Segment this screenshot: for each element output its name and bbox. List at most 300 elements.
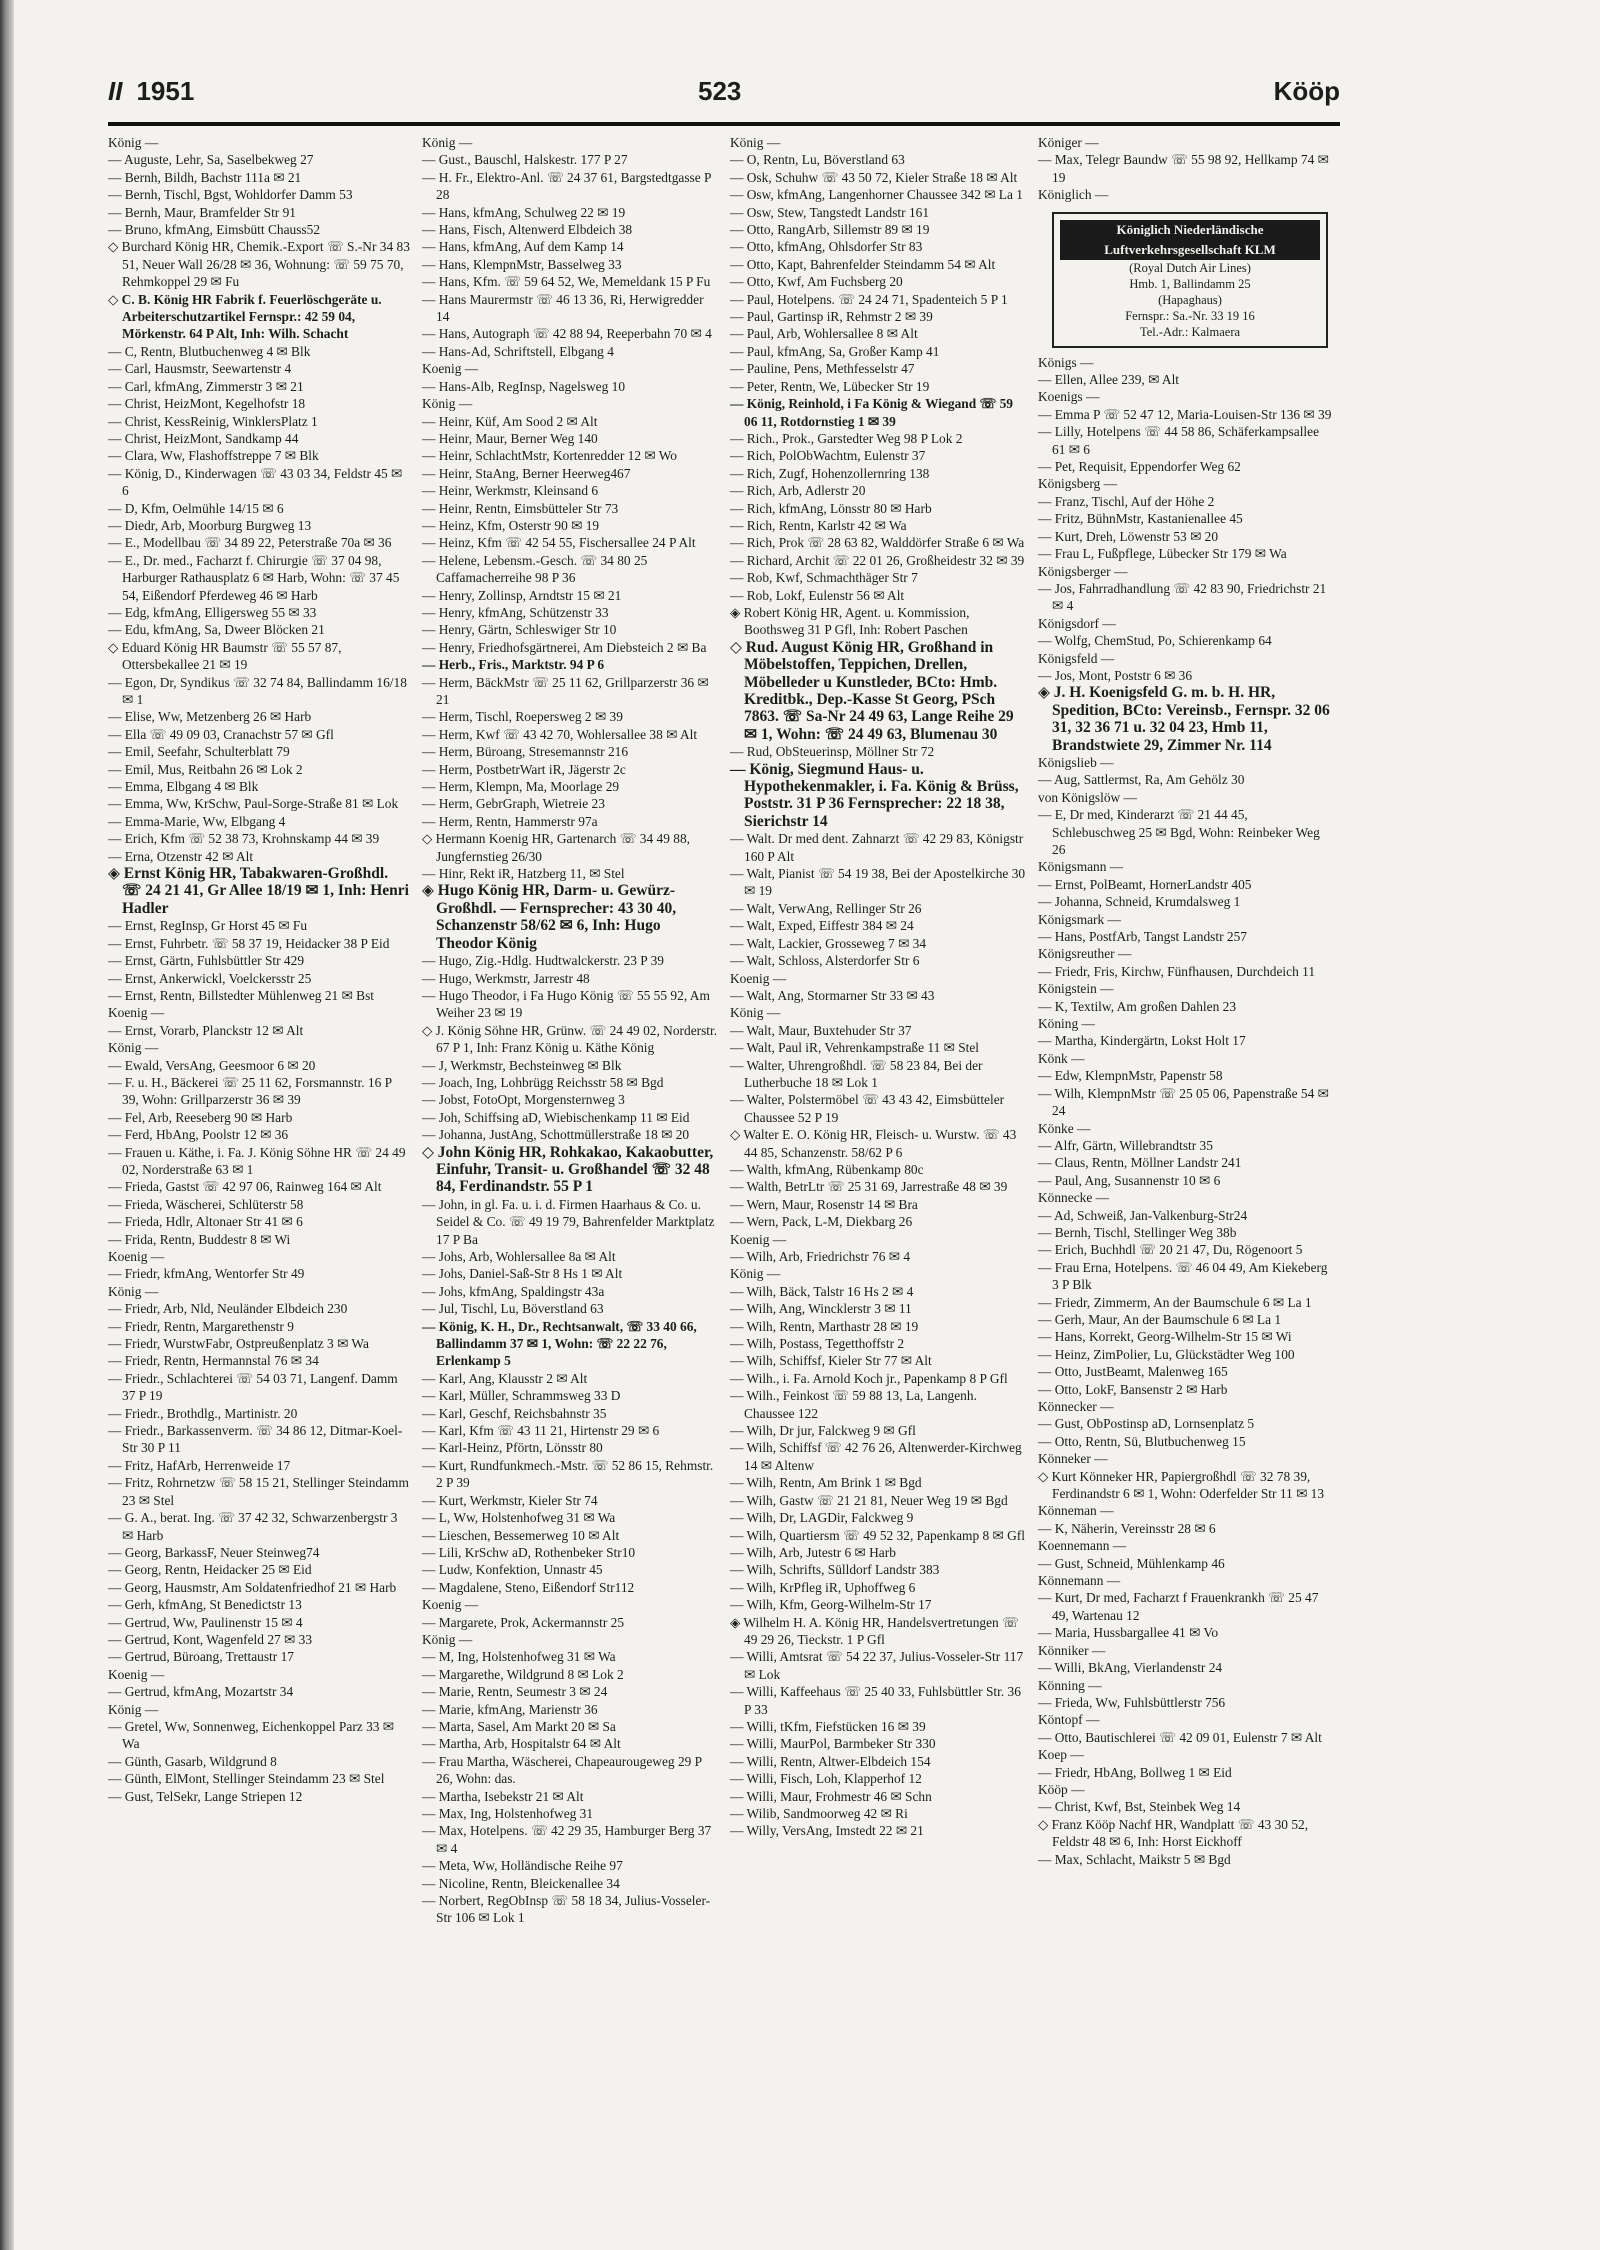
directory-entry: — O, Rentn, Lu, Böverstland 63 xyxy=(730,152,905,168)
directory-entry: — Walth, kfmAng, Rübenkamp 80c xyxy=(730,1161,924,1177)
directory-entry: — Friedr, kfmAng, Wentorfer Str 49 xyxy=(108,1266,305,1282)
directory-entry: — Friedr, WurstwFabr, Ostpreußenplatz 3 ✉ Wa xyxy=(108,1336,369,1352)
directory-entry: — Friedr, Arb, Nld, Neuländer Elbdeich 230 xyxy=(108,1301,348,1317)
directory-entry: — Willi, Fisch, Loh, Klapperhof 12 xyxy=(730,1771,922,1787)
surname-heading: Königstein — xyxy=(1038,981,1114,997)
directory-entry: — Osk, Schuhw ☏ 43 50 72, Kieler Straße 18 ✉ Alt xyxy=(730,169,1018,185)
directory-entry: — Ernst, Rentn, Billstedter Mühlenweg 21 ✉ Bst xyxy=(108,987,374,1003)
directory-entry: — Wilh, Ang, Wincklerstr 3 ✉ 11 xyxy=(730,1301,912,1317)
directory-entry: — F. u. H., Bäckerei ☏ 25 11 62, Forsmannstr. 16 P 39, Wohn: Grillparzerstr 36 ✉ 39 xyxy=(108,1074,392,1108)
directory-entry: — Hans Maurermstr ☏ 46 13 36, Ri, Herwigredder 14 xyxy=(422,291,704,325)
directory-entry: — K, Näherin, Vereinsstr 28 ✉ 6 xyxy=(1038,1520,1216,1536)
directory-entry: ◈ Wilhelm H. A. König HR, Handelsvertretungen ☏ 49 29 26, Tieckstr. 1 P Gfl xyxy=(730,1614,1019,1647)
directory-entry: — Max, Schlacht, Maikstr 5 ✉ Bgd xyxy=(1038,1851,1231,1867)
surname-heading: König — xyxy=(422,396,473,412)
directory-entry: — Martha, Kindergärtn, Lokst Holt 17 xyxy=(1038,1033,1246,1049)
surname-heading: König — xyxy=(422,135,473,150)
surname-heading: Könnemann — xyxy=(1038,1573,1121,1589)
surname-heading: König — xyxy=(108,1040,159,1056)
directory-entry: — Max, Telegr Baundw ☏ 55 98 92, Hellkamp 74 ✉ 19 xyxy=(1038,152,1329,185)
directory-entry: — Henry, Zollinsp, Arndtstr 15 ✉ 21 xyxy=(422,587,622,603)
header-year: 1951 xyxy=(136,76,195,106)
directory-entry: — Günth, Gasarb, Wildgrund 8 xyxy=(108,1753,277,1769)
surname-heading: Königer — xyxy=(1038,135,1099,150)
directory-entry: — Wilh, Rentn, Marthastr 28 ✉ 19 xyxy=(730,1318,919,1334)
directory-entry: — Friedr., Barkassenverm. ☏ 34 86 12, Ditmar-Koel-Str 30 P 11 xyxy=(108,1423,403,1456)
directory-entry: — Kurt, Dr med, Facharzt f Frauenkrankh ☏ 25 47 49, Wartenau 12 xyxy=(1038,1590,1319,1623)
directory-entry: — Herm, Klempn, Ma, Moorlage 29 xyxy=(422,779,620,795)
directory-entry: — Friedr., Schlachterei ☏ 54 03 71, Langenf. Damm 37 P 19 xyxy=(108,1370,398,1404)
directory-entry: — Carl, kfmAng, Zimmerstr 3 ✉ 21 xyxy=(108,378,304,394)
directory-entry: — Rich, Arb, Adlerstr 20 xyxy=(730,483,866,499)
directory-entry: ◇ Eduard König HR Baumstr ☏ 55 57 87, Ottersbekallee 21 ✉ 19 xyxy=(108,639,342,673)
directory-entry: — Frieda, Ww, Fuhlsbüttlerstr 756 xyxy=(1038,1694,1226,1710)
directory-entry: — Helene, Lebensm.-Gesch. ☏ 34 80 25 Caffamacherreihe 98 P 36 xyxy=(422,552,648,586)
directory-entry: — Claus, Rentn, Möllner Landstr 241 xyxy=(1038,1155,1242,1171)
directory-entry: — Gerh, Maur, An der Baumschule 6 ✉ La 1 xyxy=(1038,1311,1282,1327)
directory-entry: — Erich, Kfm ☏ 52 38 73, Krohnskamp 44 ✉ 39 xyxy=(108,831,380,847)
directory-entry: — Hans, kfmAng, Auf dem Kamp 14 xyxy=(422,239,624,255)
directory-entry: — Heinr, Maur, Berner Weg 140 xyxy=(422,430,598,446)
directory-entry: — Christ, Kwf, Bst, Steinbek Weg 14 xyxy=(1038,1799,1241,1815)
directory-entry: — Gertrud, Ww, Paulinenstr 15 ✉ 4 xyxy=(108,1614,303,1630)
surname-heading: Königsberg — xyxy=(1038,476,1117,492)
ad-line7: Tel.-Adr.: Kalmaera xyxy=(1139,324,1241,339)
directory-entry: — Ernst, Gärtn, Fuhlsbüttler Str 429 xyxy=(108,953,305,969)
surname-heading: Königsdorf — xyxy=(1038,615,1116,631)
surname-heading: König — xyxy=(108,1701,159,1717)
directory-entry: — Marie, Rentn, Seumestr 3 ✉ 24 xyxy=(422,1684,608,1700)
directory-entry: — Pet, Requisit, Eppendorfer Weg 62 xyxy=(1038,459,1241,475)
surname-heading: Königsberger — xyxy=(1038,563,1128,579)
directory-entry: — Kurt, Werkmstr, Kieler Str 74 xyxy=(422,1492,598,1508)
directory-entry: — Hans, KlempnMstr, Basselweg 33 xyxy=(422,256,622,272)
directory-entry: — Herm, GebrGraph, Wietreie 23 xyxy=(422,796,605,812)
directory-entry: — Joh, Schiffsing aD, Wiebischenkamp 11 ✉ Eid xyxy=(422,1109,690,1125)
directory-entry: — Heinz, ZimPolier, Lu, Glückstädter Weg 100 xyxy=(1038,1346,1295,1362)
directory-entry: — Osw, Stew, Tangstedt Landstr 161 xyxy=(730,204,930,220)
directory-entry: — Kurt, Dreh, Löwenstr 53 ✉ 20 xyxy=(1038,528,1219,544)
directory-entry: — Fritz, HafArb, Herrenweide 17 xyxy=(108,1457,291,1473)
directory-entry: — Gust, TelSekr, Lange Striepen 12 xyxy=(108,1788,303,1804)
page-header xyxy=(108,70,1340,116)
directory-entry: — Fritz, BühnMstr, Kastanienallee 45 xyxy=(1038,511,1243,527)
directory-entry: — Friedr., Brothdlg., Martinistr. 20 xyxy=(108,1405,298,1421)
directory-entry: — Lilly, Hotelpens ☏ 44 58 86, Schäferkampsallee 61 ✉ 6 xyxy=(1038,424,1320,457)
directory-entry: — Rich, PolObWachtm, Eulenstr 37 xyxy=(730,448,926,464)
surname-heading: Könneker — xyxy=(1038,1451,1108,1467)
surname-heading: Könnecker — xyxy=(1038,1399,1114,1414)
directory-entry: — Rich, kfmAng, Lönsstr 80 ✉ Harb xyxy=(730,500,932,516)
klm-advertisement xyxy=(1052,212,1328,348)
directory-entry: — Hugo, Werkmstr, Jarrestr 48 xyxy=(422,970,590,986)
surname-heading: König — xyxy=(730,135,781,150)
surname-heading: Königslieb — xyxy=(1038,754,1114,770)
directory-entry: — Heinz, Kfm, Osterstr 90 ✉ 19 xyxy=(422,517,600,533)
directory-entry: — Wolfg, ChemStud, Po, Schierenkamp 64 xyxy=(1038,633,1272,649)
directory-entry: — Gertrud, Büroang, Trettaustr 17 xyxy=(108,1649,294,1665)
column-1 xyxy=(108,134,416,2194)
directory-entry: — Herb., Fris., Marktstr. 94 P 6 xyxy=(422,657,605,673)
directory-entry: — Wilh, Dr jur, Falckweg 9 ✉ Gfl xyxy=(730,1423,916,1439)
directory-entry: — König, Siegmund Haus- u. Hypothekenmakler, i. Fa. König & Brüss, Poststr. 31 P 36 Fernsprecher: 22 18 38, Sierichstr 14 xyxy=(730,760,1019,830)
directory-entry: — König, K. H., Dr., Rechtsanwalt, ☏ 33 40 66, Ballindamm 37 ✉ 1, Wohn: ☏ 22 22 76, Erlenkamp 5 xyxy=(422,1318,697,1369)
directory-entry: — Fritz, Rohrnetzw ☏ 58 15 21, Stellinger Steindamm 23 ✉ Stel xyxy=(108,1475,409,1508)
directory-entry: — K, Textilw, Am großen Dahlen 23 xyxy=(1038,998,1237,1014)
book-binding-edge xyxy=(0,0,14,2250)
surname-heading: Königlich — xyxy=(1038,187,1109,203)
directory-entry: ◇ Franz Kööp Nachf HR, Wandplatt ☏ 43 30 52, Feldstr 48 ✉ 6, Inh: Horst Eickhoff xyxy=(1038,1816,1309,1850)
directory-entry: — Ernst, Vorarb, Planckstr 12 ✉ Alt xyxy=(108,1022,304,1038)
directory-entry: ◈ Ernst König HR, Tabakwaren-Großhdl. ☏ 24 21 41, Gr Allee 18/19 ✉ 1, Inh: Henri Hadler xyxy=(108,865,409,917)
ad-line1: Königlich Niederländische xyxy=(1060,220,1320,240)
directory-entry: — Christ, KessReinig, WinklersPlatz 1 xyxy=(108,413,318,429)
directory-entry: — Auguste, Lehr, Sa, Saselbekweg 27 xyxy=(108,152,314,168)
directory-entry: — Jobst, FotoOpt, Morgensternweg 3 xyxy=(422,1092,625,1108)
directory-entry: — Bernh, Tischl, Stellinger Weg 38b xyxy=(1038,1224,1237,1240)
directory-entry: — Wilh, Arb, Friedrichstr 76 ✉ 4 xyxy=(730,1249,911,1264)
directory-entry: — Ernst, Ankerwickl, Voelckersstr 25 xyxy=(108,970,312,986)
surname-heading: Könnecke — xyxy=(1038,1190,1110,1206)
directory-entry: — Ludw, Konfektion, Unnastr 45 xyxy=(422,1562,603,1578)
directory-entry: — Karl-Heinz, Pförtn, Lönsstr 80 xyxy=(422,1440,603,1456)
directory-entry: — H. Fr., Elektro-Anl. ☏ 24 37 61, Bargstedtgasse P 28 xyxy=(422,169,712,203)
surname-heading: Koenig — xyxy=(108,1666,165,1682)
surname-heading: Koep — xyxy=(1038,1747,1084,1763)
directory-entry: — Martha, Isebekstr 21 ✉ Alt xyxy=(422,1788,584,1804)
directory-entry: — Bernh, Tischl, Bgst, Wohldorfer Damm 53 xyxy=(108,187,353,203)
directory-entry: — Henry, Gärtn, Schleswiger Str 10 xyxy=(422,622,617,638)
directory-entry: — Egon, Dr, Syndikus ☏ 32 74 84, Ballindamm 16/18 ✉ 1 xyxy=(108,674,407,707)
surname-heading: Königs — xyxy=(1038,354,1094,370)
surname-heading: König — xyxy=(730,1266,781,1282)
directory-entry: ◇ Walter E. O. König HR, Fleisch- u. Wurstw. ☏ 43 44 85, Schanzenstr. 58/62 P 6 xyxy=(730,1127,1017,1160)
surname-heading: König — xyxy=(730,1005,781,1021)
directory-entry: — König, D., Kinderwagen ☏ 43 03 34, Feldstr 45 ✉ 6 xyxy=(108,465,403,499)
directory-entry: — Johs, Daniel-Saß-Str 8 Hs 1 ✉ Alt xyxy=(422,1266,623,1282)
directory-entry: — Heinr, Küf, Am Sood 2 ✉ Alt xyxy=(422,413,598,429)
directory-entry: — Carl, Hausmstr, Seewartenstr 4 xyxy=(108,361,292,377)
directory-entry: — Hans, Autograph ☏ 42 88 94, Reeperbahn 70 ✉ 4 xyxy=(422,326,712,342)
directory-entry: — Jul, Tischl, Lu, Böverstland 63 xyxy=(422,1301,604,1317)
columns-container xyxy=(108,134,1340,2194)
directory-entry: — Clara, Ww, Flashoffstreppe 7 ✉ Blk xyxy=(108,448,319,464)
ad-line4: Hmb. 1, Ballindamm 25 xyxy=(1129,276,1251,291)
directory-entry: — Walt, Maur, Buxtehuder Str 37 xyxy=(730,1022,912,1038)
directory-entry: — Friedr, Fris, Kirchw, Fünfhausen, Durchdeich 11 xyxy=(1038,963,1316,979)
directory-entry: — Emil, Mus, Reitbahn 26 ✉ Lok 2 xyxy=(108,761,303,777)
surname-heading: Koenig — xyxy=(108,1005,165,1021)
directory-entry: — Gust, ObPostinsp aD, Lornsenplatz 5 xyxy=(1038,1416,1255,1432)
directory-entry: — Aug, Sattlermst, Ra, Am Gehölz 30 xyxy=(1038,772,1245,788)
directory-entry: — Herm, Kwf ☏ 43 42 70, Wohlersallee 38 ✉ Alt xyxy=(422,726,698,742)
directory-entry: — Rich, Zugf, Hohenzollernring 138 xyxy=(730,465,930,481)
directory-entry: — König, Reinhold, i Fa König & Wiegand ☏ 59 06 11, Rotdornstieg 1 ✉ 39 xyxy=(730,396,1013,429)
directory-entry: — Elise, Ww, Metzenberg 26 ✉ Harb xyxy=(108,709,312,725)
directory-entry: — Wilh., Feinkost ☏ 59 88 13, La, Langenh. Chaussee 122 xyxy=(730,1388,977,1421)
surname-heading: Königsfeld — xyxy=(1038,650,1115,666)
directory-entry: — Willi, MaurPol, Barmbeker Str 330 xyxy=(730,1736,936,1752)
directory-entry: ◈ Robert König HR, Agent. u. Kommission, Boothsweg 31 P Gfl, Inh: Robert Paschen xyxy=(730,604,970,638)
directory-entry: — Walt, Schloss, Alsterdorfer Str 6 xyxy=(730,953,920,969)
directory-entry: — Henry, kfmAng, Schützenstr 33 xyxy=(422,604,609,620)
directory-entry: — Friedr, Zimmerm, An der Baumschule 6 ✉ La 1 xyxy=(1038,1294,1312,1310)
directory-entry: — Wilh, Bäck, Talstr 16 Hs 2 ✉ 4 xyxy=(730,1283,914,1299)
directory-entry: — Heinr, StaAng, Berner Heerweg467 xyxy=(422,465,631,481)
directory-entry: ◇ Kurt Könneker HR, Papiergroßhdl ☏ 32 78 39, Ferdinandstr 6 ✉ 1, Wohn: Oderfelder Str 11 ✉ 13 xyxy=(1038,1468,1325,1502)
directory-entry: — Wilh, Kfm, Georg-Wilhelm-Str 17 xyxy=(730,1597,932,1613)
directory-entry: — Johs, kfmAng, Spaldingstr 43a xyxy=(422,1283,605,1299)
directory-entry: — Wilh, Rentn, Am Brink 1 ✉ Bgd xyxy=(730,1475,922,1491)
directory-entry: ◇ Rud. August König HR, Großhand in Möbelstoffen, Teppichen, Drellen, Möbelleder u Kunstleder, BCto: Hmb. Kreditbk., Dep.-Kasse St Georg, PSch 7863. ☏ Sa-Nr 24 49 63, Lange Reihe 29 ✉ 1, Wohn: ☏ 24 49 63, Blumenau 30 xyxy=(730,638,1014,743)
ad-line3: (Royal Dutch Air Lines) xyxy=(1129,260,1251,275)
directory-entry: — Frieda, Wäscherei, Schlüterstr 58 xyxy=(108,1196,304,1212)
directory-entry: — Emma P ☏ 52 47 12, Maria-Louisen-Str 136 ✉ 39 xyxy=(1038,406,1332,422)
directory-entry: — Willy, VersAng, Imstedt 22 ✉ 21 xyxy=(730,1823,924,1839)
directory-entry: — Walt, Lackier, Grosseweg 7 ✉ 34 xyxy=(730,935,927,951)
directory-entry: — Ellen, Allee 239, ✉ Alt xyxy=(1038,372,1180,388)
directory-entry: — Wilh., i. Fa. Arnold Koch jr., Papenkamp 8 P Gfl xyxy=(730,1370,1008,1386)
surname-heading: Königsmark — xyxy=(1038,911,1121,927)
directory-entry: — Margarete, Prok, Ackermannstr 25 xyxy=(422,1614,625,1630)
directory-entry: — Frau Erna, Hotelpens. ☏ 46 04 49, Am Kiekeberg 3 P Blk xyxy=(1038,1259,1328,1293)
directory-entry: — Heinr, Rentn, Eimsbütteler Str 73 xyxy=(422,500,619,516)
directory-entry: — Hugo, Zig.-Hdlg. Hudtwalckerstr. 23 P 39 xyxy=(422,953,664,969)
directory-entry: — Frieda, Gastst ☏ 42 97 06, Rainweg 164 ✉ Alt xyxy=(108,1179,382,1195)
directory-entry: — Wilh, Dr, LAGDir, Falckweg 9 xyxy=(730,1510,914,1526)
surname-heading: Koenig — xyxy=(422,1597,479,1613)
directory-entry: — Rob, Lokf, Eulenstr 56 ✉ Alt xyxy=(730,587,905,603)
directory-entry: — Erich, Buchhdl ☏ 20 21 47, Du, Rögenoort 5 xyxy=(1038,1242,1303,1258)
directory-entry: — Günth, ElMont, Stellinger Steindamm 23 ✉ Stel xyxy=(108,1771,385,1787)
directory-entry: — Ewald, VersAng, Geesmoor 6 ✉ 20 xyxy=(108,1057,316,1073)
directory-entry: — M, Ing, Holstenhofweg 31 ✉ Wa xyxy=(422,1649,616,1665)
directory-entry: — Emma, Ww, KrSchw, Paul-Sorge-Straße 81 ✉ Lok xyxy=(108,796,399,812)
directory-entry: — Wilh, Gastw ☏ 21 21 81, Neuer Weg 19 ✉ Bgd xyxy=(730,1492,1008,1508)
directory-entry: — Martha, Arb, Hospitalstr 64 ✉ Alt xyxy=(422,1736,621,1752)
directory-entry: ◈ J. H. Koenigsfeld G. m. b. H. HR, Spedition, BCto: Vereinsb., Fernspr. 32 06 31, 32 36 71 u. 32 04 23, Hmb 11, Brandstwiete 29, Zimmer Nr. 114 xyxy=(1038,684,1330,754)
directory-entry: — Edw, KlempnMstr, Papenstr 58 xyxy=(1038,1068,1223,1084)
surname-heading: Koenig — xyxy=(730,1231,787,1247)
directory-entry: — Jos, Mont, Poststr 6 ✉ 36 xyxy=(1038,667,1193,683)
directory-entry: — Karl, Geschf, Reichsbahnstr 35 xyxy=(422,1405,607,1421)
directory-entry: — Ernst, PolBeamt, HornerLandstr 405 xyxy=(1038,876,1252,892)
surname-heading: Koennemann — xyxy=(1038,1538,1127,1554)
directory-entry: — Meta, Ww, Holländische Reihe 97 xyxy=(422,1858,623,1874)
directory-entry: — Hinr, Rekt iR, Hatzberg 11, ✉ Stel xyxy=(422,866,625,882)
directory-entry: — E, Dr med, Kinderarzt ☏ 21 44 45, Schlebuschweg 25 ✉ Bgd, Wohn: Reinbeker Weg 26 xyxy=(1038,807,1320,857)
directory-entry: — Edu, kfmAng, Sa, Dweer Blöcken 21 xyxy=(108,622,325,638)
directory-entry: — Otto, Kwf, Am Fuchsberg 20 xyxy=(730,274,903,290)
directory-entry: — Hans, PostfArb, Tangst Landstr 257 xyxy=(1038,929,1247,945)
directory-entry: — L, Ww, Holstenhofweg 31 ✉ Wa xyxy=(422,1510,616,1526)
directory-entry: — Bernh, Bildh, Bachstr 111a ✉ 21 xyxy=(108,169,302,185)
directory-entry: — Wilh, KlempnMstr ☏ 25 05 06, Papenstraße 54 ✉ 24 xyxy=(1038,1085,1329,1119)
directory-entry: — Walth, BetrLtr ☏ 25 31 69, Jarrestraße 48 ✉ 39 xyxy=(730,1179,1008,1195)
directory-entry: — G. A., berat. Ing. ☏ 37 42 32, Schwarzenbergstr 3 ✉ Harb xyxy=(108,1510,398,1543)
directory-entry: — Emil, Seefahr, Schulterblatt 79 xyxy=(108,744,290,760)
directory-entry: — Wern, Maur, Rosenstr 14 ✉ Bra xyxy=(730,1196,918,1212)
directory-entry: — Walt, Pianist ☏ 54 19 38, Bei der Apostelkirche 30 ✉ 19 xyxy=(730,866,1026,899)
directory-entry: — Wilh, Schrifts, Sülldorf Landstr 383 xyxy=(730,1562,940,1578)
directory-entry: — Diedr, Arb, Moorburg Burgweg 13 xyxy=(108,517,312,533)
directory-entry: — Heinz, Kfm ☏ 42 54 55, Fischersallee 24 P Alt xyxy=(422,535,696,551)
directory-entry: — Gust., Bauschl, Halskestr. 177 P 27 xyxy=(422,152,628,168)
ad-line5: (Hapaghaus) xyxy=(1158,292,1222,307)
surname-heading: Königsreuther — xyxy=(1038,946,1132,962)
directory-entry: — Rich, Rentn, Karlstr 42 ✉ Wa xyxy=(730,517,907,533)
directory-entry: — Richard, Archit ☏ 22 01 26, Großheidestr 32 ✉ 39 xyxy=(730,552,1025,568)
surname-heading: König — xyxy=(108,1283,159,1299)
directory-entry: — Willi, Amtsrat ☏ 54 22 37, Julius-Vosseler-Str 117 ✉ Lok xyxy=(730,1649,1024,1682)
directory-entry: — C, Rentn, Blutbuchenweg 4 ✉ Blk xyxy=(108,343,311,359)
directory-entry: — Jos, Fahrradhandlung ☏ 42 83 90, Friedrichstr 21 ✉ 4 xyxy=(1038,580,1327,614)
directory-entry: — Peter, Rentn, We, Lübecker Str 19 xyxy=(730,378,930,394)
surname-heading: Könning — xyxy=(1038,1677,1102,1693)
directory-entry: — Willi, BkAng, Vierlandenstr 24 xyxy=(1038,1660,1223,1676)
directory-entry: — Max, Ing, Holstenhofweg 31 xyxy=(422,1806,594,1821)
directory-entry: — D, Kfm, Oelmühle 14/15 ✉ 6 xyxy=(108,500,284,516)
surname-heading: Koenig — xyxy=(730,970,787,986)
directory-entry: — Paul, kfmAng, Sa, Großer Kamp 41 xyxy=(730,343,940,359)
directory-entry: — Hugo Theodor, i Fa Hugo König ☏ 55 55 92, Am Weiher 23 ✉ 19 xyxy=(422,987,710,1021)
directory-entry: — Paul, Gartinsp iR, Rehmstr 2 ✉ 39 xyxy=(730,309,933,325)
directory-entry: — Otto, Bautischlerei ☏ 42 09 01, Eulenstr 7 ✉ Alt xyxy=(1038,1729,1322,1745)
directory-entry: — Bernh, Maur, Bramfelder Str 91 xyxy=(108,204,297,220)
directory-entry: — Emma, Elbgang 4 ✉ Blk xyxy=(108,779,259,795)
surname-heading: König — xyxy=(108,135,159,150)
directory-entry: — Nicoline, Rentn, Bleickenallee 34 xyxy=(422,1875,620,1891)
directory-entry: — Friedr, HbAng, Bollweg 1 ✉ Eid xyxy=(1038,1764,1232,1780)
surname-heading: Köntopf — xyxy=(1038,1712,1100,1728)
directory-entry: — Rud, ObSteuerinsp, Möllner Str 72 xyxy=(730,744,935,760)
directory-entry: ◇ J. König Söhne HR, Grünw. ☏ 24 49 02, Norderstr. 67 P 1, Inh: Franz König u. Käthe König xyxy=(422,1022,718,1056)
directory-entry: ◇ John König HR, Rohkakao, Kakaobutter, Einfuhr, Transit- u. Großhandel ☏ 32 48 84, Ferdinandstr. 55 P 1 xyxy=(422,1143,714,1196)
directory-entry: — Otto, LokF, Bansenstr 2 ✉ Harb xyxy=(1038,1381,1228,1397)
directory-entry: — Gertrud, kfmAng, Mozartstr 34 xyxy=(108,1684,294,1700)
directory-entry: — Wilh, KrPfleg iR, Uphoffweg 6 xyxy=(730,1579,916,1595)
directory-entry: — Georg, Hausmstr, Am Soldatenfriedhof 21 ✉ Harb xyxy=(108,1579,397,1595)
directory-entry: — Wern, Pack, L-M, Diekbarg 26 xyxy=(730,1214,913,1230)
directory-entry: — Gerh, kfmAng, St Benedictstr 13 xyxy=(108,1597,302,1613)
directory-entry: — J, Werkmstr, Bechsteinweg ✉ Blk xyxy=(422,1057,622,1073)
directory-entry: — Frau Martha, Wäscherei, Chapeaurougeweg 29 P 26, Wohn: das. xyxy=(422,1753,702,1787)
directory-entry: — Lili, KrSchw aD, Rothenbeker Str10 xyxy=(422,1544,636,1560)
surname-heading: Koenigs — xyxy=(1038,389,1100,405)
directory-entry: ◈ Hugo König HR, Darm- u. Gewürz-Großhdl. — Fernsprecher: 43 30 40, Schanzenstr 58/62 ✉ 6, Inh: Hugo Theodor König xyxy=(422,882,677,952)
directory-entry: — Herm, Tischl, Roepersweg 2 ✉ 39 xyxy=(422,709,623,725)
directory-entry: — Ernst, RegInsp, Gr Horst 45 ✉ Fu xyxy=(108,918,308,934)
directory-entry: ◇ C. B. König HR Fabrik f. Feuerlöschgeräte u. Arbeiterschutzartikel Fernspr.: 42 59 04, Mörkenstr. 64 P Alt, Inh: Wilh. Schacht xyxy=(108,291,382,342)
directory-entry: — Lieschen, Bessemerweg 10 ✉ Alt xyxy=(422,1527,620,1543)
page-number: 523 xyxy=(698,76,742,106)
directory-entry: — Johanna, Schneid, Krumdalsweg 1 xyxy=(1038,894,1241,910)
directory-entry: — Herm, Büroang, Stresemannstr 216 xyxy=(422,744,629,760)
directory-entry: — Wilh, Postass, Tegetthoffstr 2 xyxy=(730,1336,905,1352)
directory-entry: — Paul, Ang, Susannenstr 10 ✉ 6 xyxy=(1038,1172,1221,1188)
directory-entry: — Willi, Maur, Frohmestr 46 ✉ Schn xyxy=(730,1788,932,1804)
directory-entry: — Willi, Kaffeehaus ☏ 25 40 33, Fuhlsbüttler Str. 36 P 33 xyxy=(730,1684,1021,1717)
directory-entry: ◇ Burchard König HR, Chemik.-Export ☏ S.-Nr 34 83 51, Neuer Wall 26/28 ✉ 36, Wohnung: ☏ 59 75 70, Rehmkoppel 29 ✉ Fu xyxy=(108,239,410,290)
directory-entry: — Osw, kfmAng, Langenhorner Chaussee 342 ✉ La 1 xyxy=(730,187,1023,203)
directory-entry: — Friedr, Rentn, Hermannstal 76 ✉ 34 xyxy=(108,1353,319,1369)
directory-entry: — Walt. Dr med dent. Zahnarzt ☏ 42 29 83, Königstr 160 P Alt xyxy=(730,831,1024,864)
directory-entry: — Walt, Paul iR, Vehrenkampstraße 11 ✉ Stel xyxy=(730,1040,980,1056)
directory-entry: — Georg, Rentn, Heidacker 25 ✉ Eid xyxy=(108,1562,312,1578)
directory-entry: — Rob, Kwf, Schmachthäger Str 7 xyxy=(730,570,918,586)
surname-heading: Koenig — xyxy=(422,361,479,377)
directory-entry: — Karl, Müller, Schrammsweg 33 D xyxy=(422,1388,621,1404)
header-volume xyxy=(108,76,194,107)
directory-entry: — Hans, Kfm. ☏ 59 64 52, We, Memeldank 15 P Fu xyxy=(422,274,711,290)
surname-heading: Kööp — xyxy=(1038,1781,1085,1797)
directory-entry: — Erna, Otzenstr 42 ✉ Alt xyxy=(108,848,254,864)
directory-entry: — Otto, JustBeamt, Malenweg 165 xyxy=(1038,1364,1228,1380)
directory-entry: — Wilh, Quartiersm ☏ 49 52 32, Papenkamp 8 ✉ Gfl xyxy=(730,1527,1025,1543)
directory-entry: — Frau L, Fußpflege, Lübecker Str 179 ✉ Wa xyxy=(1038,546,1287,562)
directory-entry: — E., Dr. med., Facharzt f. Chirurgie ☏ 37 04 98, Harburger Rathausplatz 6 ✉ Harb, Wohn: ☏ 37 45 54, Eißendorf Pferdeweg 46 ✉ Harb xyxy=(108,552,400,603)
directory-entry: — Kurt, Rundfunkmech.-Mstr. ☏ 52 86 15, Rehmstr. 2 P 39 xyxy=(422,1457,714,1491)
directory-entry: — Wilh, Arb, Jutestr 6 ✉ Harb xyxy=(730,1544,896,1560)
directory-entry: — Paul, Arb, Wohlersallee 8 ✉ Alt xyxy=(730,326,918,342)
directory-entry: — E., Modellbau ☏ 34 89 22, Peterstraße 70a ✉ 36 xyxy=(108,535,392,551)
directory-entry: — Gertrud, Kont, Wagenfeld 27 ✉ 33 xyxy=(108,1631,313,1647)
directory-entry: — Christ, HeizMont, Sandkamp 44 xyxy=(108,430,299,446)
directory-entry: — Wilib, Sandmoorweg 42 ✉ Ri xyxy=(730,1806,908,1821)
directory-entry: — Otto, Rentn, Sü, Blutbuchenweg 15 xyxy=(1038,1433,1246,1449)
directory-entry: — Otto, RangArb, Sillemstr 89 ✉ 19 xyxy=(730,222,930,238)
directory-page xyxy=(108,70,1340,2200)
surname-heading: Koenig — xyxy=(108,1249,165,1264)
directory-entry: — Friedr, Rentn, Margarethenstr 9 xyxy=(108,1318,294,1334)
directory-entry: — Ella ☏ 49 09 03, Cranachstr 57 ✉ Gfl xyxy=(108,726,334,742)
directory-entry: ◇ Hermann Koenig HR, Gartenarch ☏ 34 49 88, Jungfernstieg 26/30 xyxy=(422,831,691,864)
directory-entry: — Wilh, Schiffsf, Kieler Str 77 ✉ Alt xyxy=(730,1353,932,1369)
directory-entry: — Karl, Kfm ☏ 43 11 21, Hirtenstr 29 ✉ 6 xyxy=(422,1423,660,1439)
directory-entry: — Alfr, Gärtn, Willebrandtstr 35 xyxy=(1038,1137,1213,1153)
directory-entry: — Max, Hotelpens. ☏ 42 29 35, Hamburger Berg 37 ✉ 4 xyxy=(422,1823,712,1856)
directory-entry: — Otto, Kapt, Bahrenfelder Steindamm 54 ✉ Alt xyxy=(730,256,996,272)
directory-entry: — Ad, Schweiß, Jan-Valkenburg-Str24 xyxy=(1038,1207,1248,1223)
directory-entry: — Hans, kfmAng, Schulweg 22 ✉ 19 xyxy=(422,204,626,220)
directory-entry: — Rich., Prok., Garstedter Weg 98 P Lok 2 xyxy=(730,430,963,446)
directory-entry: — Magdalene, Steno, Eißendorf Str112 xyxy=(422,1579,635,1595)
surname-heading: Könke — xyxy=(1038,1120,1091,1136)
directory-entry: — Gust, Schneid, Mühlenkamp 46 xyxy=(1038,1555,1225,1571)
directory-entry: — Paul, Hotelpens. ☏ 24 24 71, Spadenteich 5 P 1 xyxy=(730,291,1008,307)
directory-entry: — Marie, kfmAng, Marienstr 36 xyxy=(422,1701,598,1717)
directory-entry: — Gretel, Ww, Sonnenweg, Eichenkoppel Parz 33 ✉ Wa xyxy=(108,1718,395,1752)
directory-entry: — Heinr, Werkmstr, Kleinsand 6 xyxy=(422,483,599,499)
directory-entry: — Henry, Friedhofsgärtnerei, Am Diebsteich 2 ✉ Ba xyxy=(422,639,707,655)
directory-entry: — Margarethe, Wildgrund 8 ✉ Lok 2 xyxy=(422,1666,624,1682)
surname-heading: Könniker — xyxy=(1038,1642,1106,1658)
directory-entry: — Herm, Rentn, Hammerstr 97a xyxy=(422,813,598,829)
directory-entry: — Herm, PostbetrWart iR, Jägerstr 2c xyxy=(422,761,626,777)
header-roman: II xyxy=(108,76,123,106)
directory-entry: — Rich, Prok ☏ 28 63 82, Walddörfer Straße 6 ✉ Wa xyxy=(730,535,1025,551)
surname-heading: Könneman — xyxy=(1038,1503,1114,1519)
directory-entry: — Frieda, Hdlr, Altonaer Str 41 ✉ 6 xyxy=(108,1214,303,1230)
directory-entry: — John, in gl. Fa. u. i. d. Firmen Haarhaus & Co. u. Seidel & Co. ☏ 49 19 79, Bahrenfelder Marktplatz 17 P Ba xyxy=(422,1196,715,1247)
header-rule xyxy=(108,122,1340,126)
directory-entry: — Pauline, Pens, Methfesselstr 47 xyxy=(730,361,915,377)
column-2 xyxy=(416,134,724,2194)
surname-heading: König — xyxy=(422,1631,473,1647)
directory-entry: — Christ, HeizMont, Kegelhofstr 18 xyxy=(108,396,306,412)
header-keyword: Kööp xyxy=(1273,76,1340,106)
directory-entry: — Walt, VerwAng, Rellinger Str 26 xyxy=(730,900,922,916)
